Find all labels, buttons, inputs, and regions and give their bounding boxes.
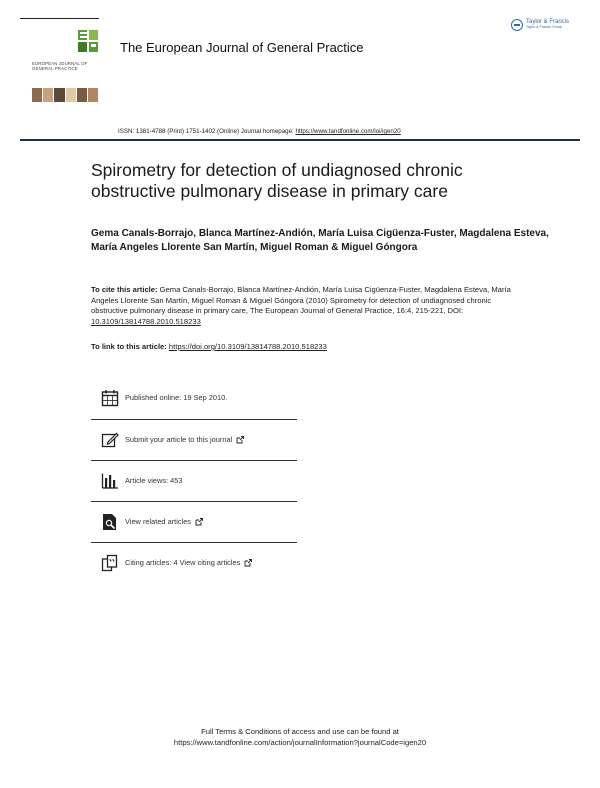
issn-text: ISSN: 1381-4788 (Print) 1751-1402 (Online) Journal homepage: xyxy=(118,128,296,135)
views-label: Article views: 453 xyxy=(125,476,183,486)
views-row xyxy=(91,460,297,502)
submit-text: Submit your article to this journal xyxy=(125,435,233,445)
citing-label[interactable] xyxy=(125,558,252,567)
citing-row[interactable] xyxy=(91,542,297,584)
publisher-sub: Taylor & Francis Group xyxy=(526,25,562,29)
published-label: Published online: 19 Sep 2010. xyxy=(125,393,228,403)
related-label[interactable] xyxy=(125,517,203,526)
cite-label: To cite this article: xyxy=(91,285,158,294)
citation-block xyxy=(91,285,521,328)
search-doc-icon xyxy=(101,513,119,531)
external-link-icon xyxy=(244,559,252,567)
pencil-icon xyxy=(101,431,119,449)
cover-thumbnail-strip xyxy=(32,88,98,102)
efgp-logo-text: EUROPEAN JOURNAL OF GENERAL PRACTICE xyxy=(32,61,88,71)
link-line xyxy=(91,342,327,351)
link-label: To link to this article: xyxy=(91,342,169,351)
published-row xyxy=(91,377,297,419)
footer-terms: Full Terms & Conditions of access and use can be found at xyxy=(201,727,399,736)
publisher-name: Taylor & Francis xyxy=(526,19,570,25)
article-title: Spirometry for detection of undiagnosed chronic obstructive pulmonary disease in primary care xyxy=(91,160,463,201)
external-link-icon xyxy=(195,518,203,526)
external-link-icon xyxy=(236,436,244,444)
taylor-francis-logo[interactable] xyxy=(511,18,583,32)
cite-text: Gema Canals-Borrajo, Blanca Martínez-Andión, María Luisa Cigüenza-Fuster, Magdalena Esteva, María Angeles Llorente San Martín, Miguel Roman & Miguel Góngora (2010) Spirometry for detection of undiagnosed chronic obstructive pulmonary disease in primary care, The European Journal of General Practice, 16:4, 215-221, DOI: xyxy=(91,285,511,316)
related-row[interactable] xyxy=(91,501,297,543)
efgp-logo xyxy=(78,30,98,52)
related-text: View related articles xyxy=(125,517,191,527)
submit-label[interactable] xyxy=(125,435,244,444)
doi-link[interactable]: 10.3109/13814788.2010.518233 xyxy=(91,317,201,327)
bar-chart-icon xyxy=(101,472,119,490)
citation-icon xyxy=(101,554,119,572)
journal-name: The European Journal of General Practice xyxy=(120,40,364,55)
submit-row[interactable] xyxy=(91,419,297,461)
footer-terms-link[interactable]: https://www.tandfonline.com/action/journalInformation?journalCode=igen20 xyxy=(173,738,427,747)
article-url-link[interactable]: https://doi.org/10.3109/13814788.2010.518233 xyxy=(168,342,327,351)
citing-text: Citing articles: 4 View citing articles xyxy=(125,558,241,568)
top-rule xyxy=(20,18,99,19)
calendar-icon xyxy=(101,389,119,407)
header-rule xyxy=(20,139,580,141)
issn-line xyxy=(118,128,401,135)
journal-homepage-link[interactable]: https://www.tandfonline.com/loi/igen20 xyxy=(295,128,401,135)
article-authors: Gema Canals-Borrajo, Blanca Martínez-Andión, María Luisa Cigüenza-Fuster, Magdalena Esteva, María Angeles Llorente San Martín, Miguel Roman & Miguel Góngora xyxy=(91,228,549,253)
taylor-francis-circle-icon xyxy=(511,19,523,31)
